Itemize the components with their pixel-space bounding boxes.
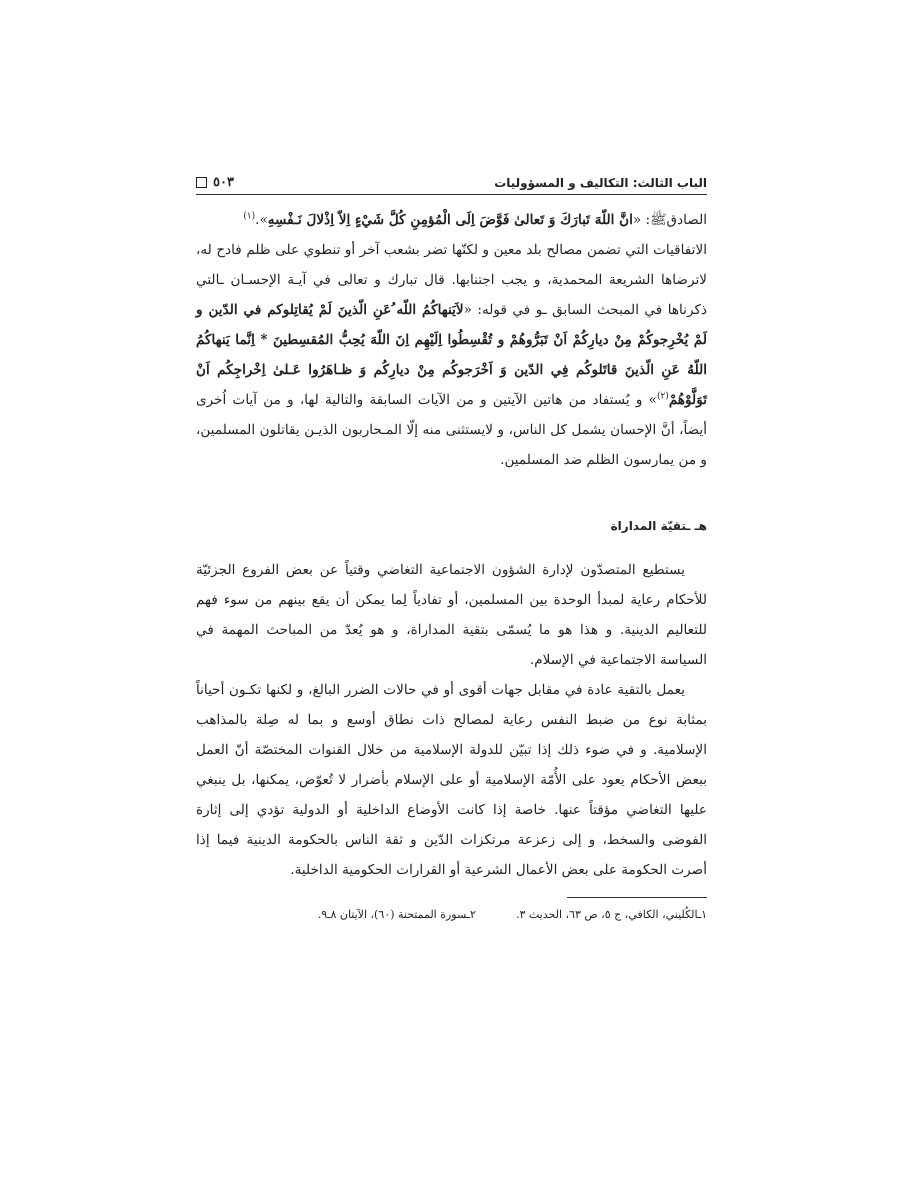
footnotes [196,906,707,924]
footnote-1: ١ـالكُليني، الكافي، ج ٥، ص ٦٣، الحديث ٣. [515,908,707,921]
section-heading: هـ ـتقيّة المداراة [610,519,707,533]
hadith-tail: ». [255,212,268,228]
footnote-ref-1: (١) [243,211,256,222]
quran-quote: لاَيَنهاكُمُ اللّه ُعَنِ الّذينَ لَمْ يُقاتِلوكم في الدّين و لَمْ يُخْرِجوكُمْ مِنْ ديارِكُمْ اَنْ تَبَرُّوهُمْ و تُقْسِطُوا اِلَيْهِم اِنَ اللّهَ يُحِبُّ المُقسِطينَ * اِنَّما يَنهاكُمُ اللّهُ عَنِ الّذينَ قاتَلوكُم فِي الدّين وَ اَخْرَجوكُم مِنْ ديارِكُم وَ ظـاهَرُوا عَـلیٰ اِخْراجِكُم اَنْ تَوَلَّوْهُمْ [196,302,707,408]
running-header [196,166,707,195]
paragraph-hadith [196,205,707,235]
footnote-divider [567,897,707,898]
footnote-2: ٢ـسورة الممتحنة (٦٠)، الآيتان ٨ـ٩. [317,908,476,921]
agreements-text: الاتفاقيات التي تضمن مصالح بلد معين و لكنّها تضر بشعب آخر أو تنطوي على ظلم فادح له، لاترضاها الشريعة المحمدية، و يجب اجتنابها. قال تبارك و تعالى في آيـة الإحسـان ـالتي ذكرناها في المبحث السابق ـو في قوله: « [196,242,707,318]
page-number-block [196,175,234,190]
paragraph-agreements [196,235,707,475]
paragraph-mudarat: يستطيع المتصدّون لإدارة الشؤون الاجتماعية التغاضي وقتياً عن بعض الفروع الجزئيّة للأحكام رعاية لمبدأ الوحدة بين المسلمين، أو تفادياً لِما يمكن أن يقع بينهم من سوء فهم للتعاليم الدينية. و هذا هو ما يُسمّى بتقية المداراة، و هو يُعدّ من المباحث المهمة في السياسة الاجتماعية في الإسلام. [196,562,707,668]
paragraph-taqiyya: يعمل بالتقية عادة في مقابل جهات أقوى أو في حالات الضرر البالغ، و لكنها تكـون أحياناً بمثابة نوع من ضبط النفس رعاية لمصالح ذات نطاق أوسع و بما له صِلة بالمذاهب الإسلامية. و في ضوء ذلك إذا تبيّن للدولة الإسلامية من خلال القنوات المختصّة أنّ العمل ببعض الأحكام يعود على الأُمّة الإسلامية أو على الإسلام بأضرار لا تُعوّض، يمكنها، بل ينبغي عليها التغاضي مؤقتاً عنها. خاصة إذا كانت الأوضاع الداخلية أو الدولية تؤدي إلى إثارة الفوضى والسخط، و إلى زعزعة مرتكزات الدّين و ثقة الناس بالحكومة الدينية فيما إذا أصرت الحكومة على بعض الأعمال الشرعية أو القرارات الحكومية الداخلية. [196,682,707,878]
chapter-title: الباب الثالث: التكاليف و المسؤوليات [494,176,707,190]
text-body [196,205,707,885]
footnote-ref-2: (٢) [656,391,669,402]
page-number: ٥٠٣ [213,175,234,190]
square-ornament-icon [196,177,207,188]
hadith-lead: الصادقﷺ: « [632,212,707,228]
ihsan-text: » و يُستفاد من هاتين الآيتين و من الآيات السابقة والتالية لها، و من آيات اُخرى أيضاً، أنَّ الإحسان يشمل كل الناس، و لايستثنى منه إلّا المـحاربون الذيـن يقاتلون المسلمين، و من يمارسون الظلم ضد المسلمين. [196,392,707,468]
hadith-quote: انَّ اللّهَ تَبارَكَ وَ تَعالیٰ فَوَّضَ اِلَی الْمُؤمِنِ كُلَّ شَيْءٍ اِلاّ اِذْلالَ نَـفْسِهِ [267,212,633,228]
book-page [196,166,707,924]
